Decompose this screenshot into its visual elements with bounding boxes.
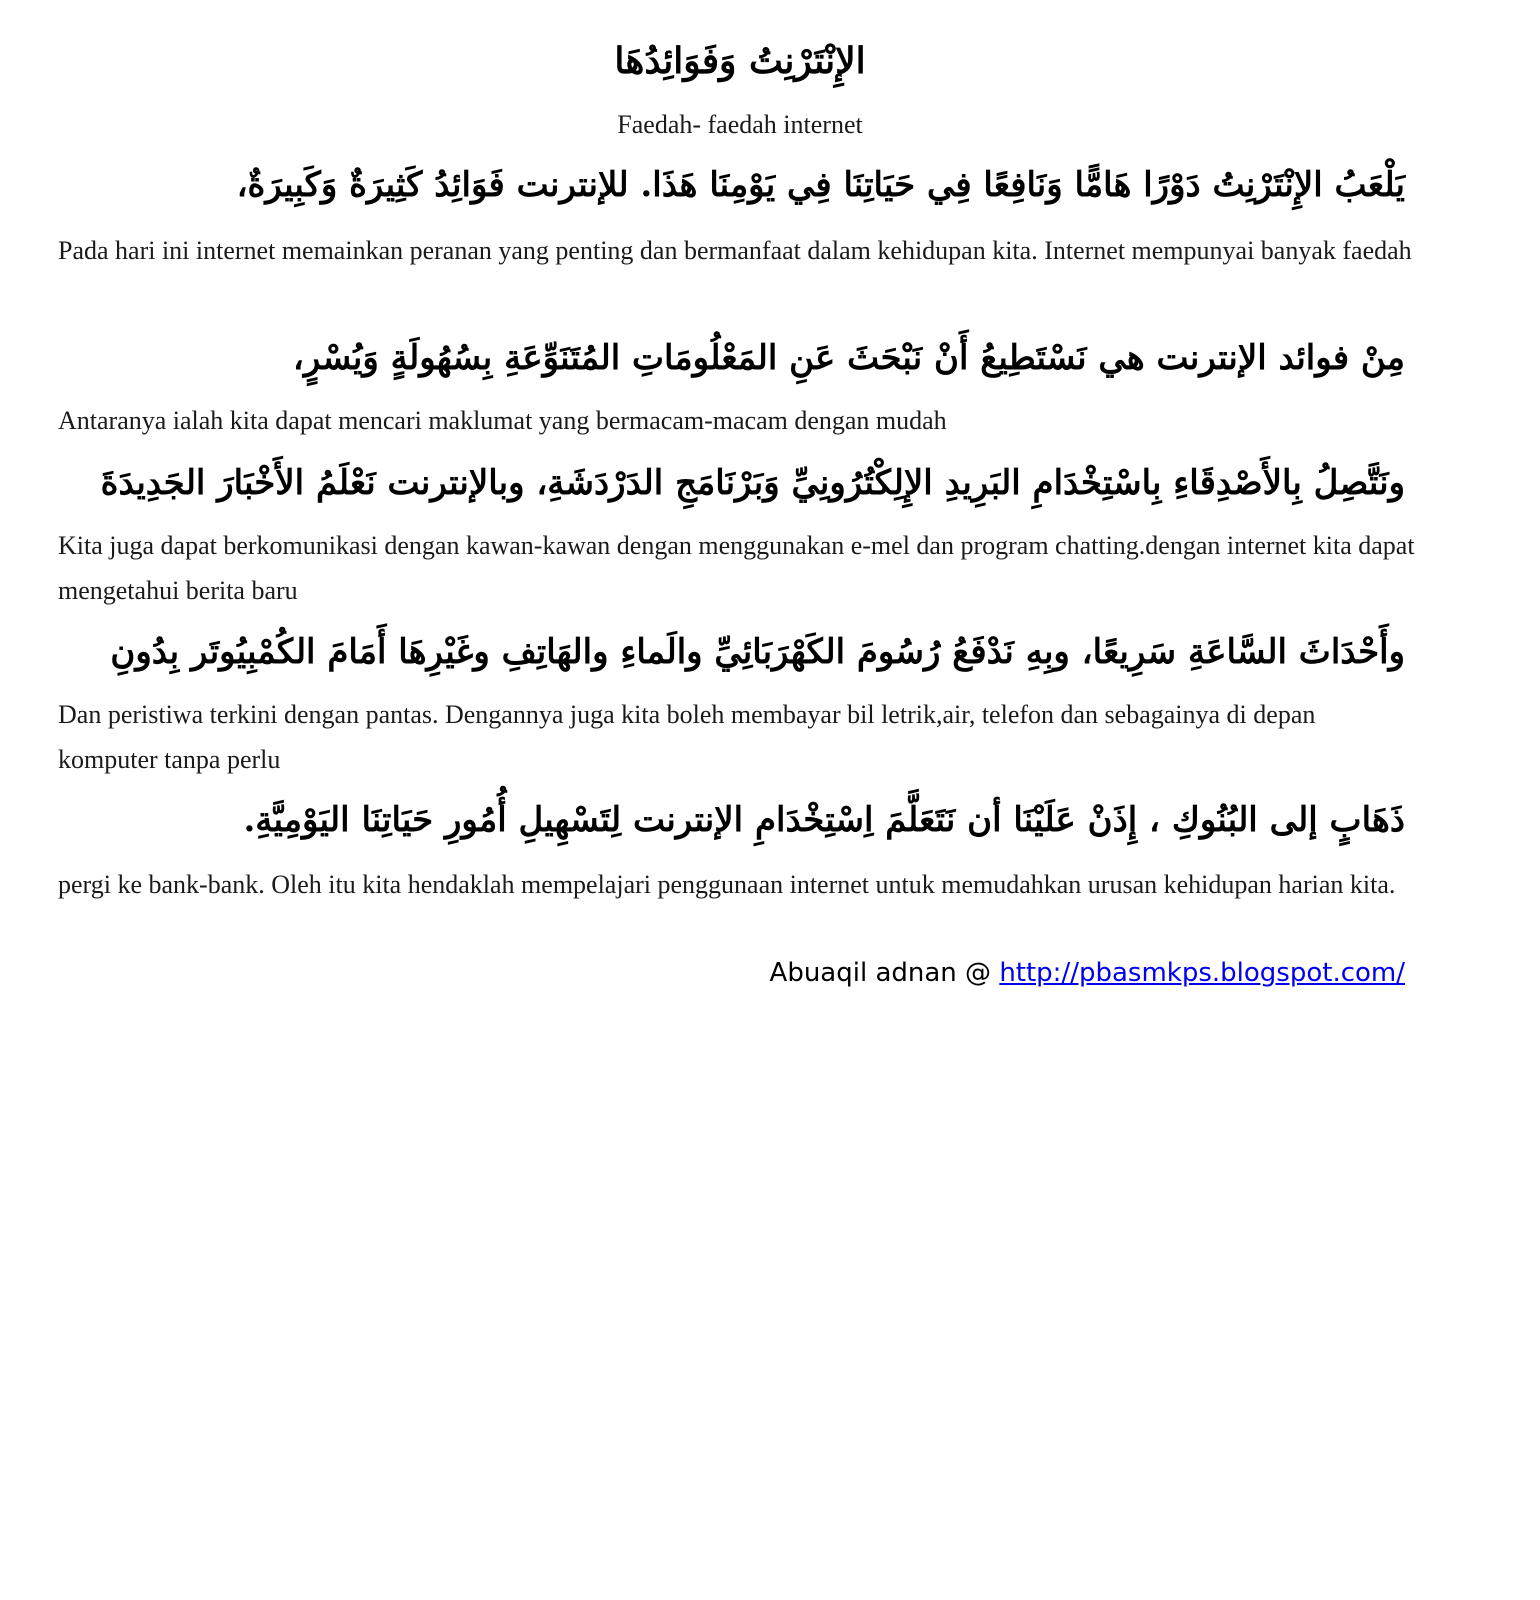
malay-paragraph-3: Kita juga dapat berkomunikasi dengan kawan-kawan dengan menggunakan e-mel dan program chatting.dengan internet kita dapat mengetahui berita baru	[58, 531, 1415, 605]
subtitle: Faedah- faedah internet	[617, 110, 863, 139]
author-name: Abuaqil adnan @	[769, 958, 1000, 988]
arabic-line-5: ذَهَابٍ إلى البُنُوكِ ، إِذَنْ عَلَيْنَا أن نَتَعَلَّمَ اِسْتِخْدَامِ الإنترنت لِتَسْهِيلِ أُمُورِ حَيَاتِنَا اليَوْمِيَّةِ.	[243, 800, 1405, 840]
arabic-line-3: ونَتَّصِلُ بِالأَصْدِقَاءِ بِاسْتِخْدَامِ البَرِيدِ الإِلِكْتُرُونِيِّ وَبَرْنَامَجِ الدَرْدَشَةِ، وبالإنترنت نَعْلَمُ الأَخْبَارَ الجَدِيدَةَ	[100, 463, 1405, 503]
malay-paragraph-2: Antaranya ialah kita dapat mencari maklumat yang bermacam-macam dengan mudah	[58, 406, 947, 435]
malay-paragraph-5: pergi ke bank-bank. Oleh itu kita hendaklah mempelajari penggunaan internet untuk memudahkan urusan kehidupan harian kita.	[58, 870, 1396, 899]
blog-link[interactable]: http://pbasmkps.blogspot.com/	[999, 958, 1405, 988]
footer-credit	[770, 958, 1405, 988]
arabic-line-4: وأَحْدَاثَ السَّاعَةِ سَرِيعًا، وبِهِ نَدْفَعُ رُسُومَ الكَهْرَبَائِيِّ والَماءِ والهَاتِفِ وغَيْرِهَا أَمَامَ الكُمْبِيُوتَر بِدُونِ	[110, 632, 1405, 672]
malay-paragraph-1: Pada hari ini internet memainkan peranan yang penting dan bermanfaat dalam kehidupan kita. Internet mempunyai banyak faedah	[58, 236, 1412, 265]
arabic-line-1: يَلْعَبُ الإِنْتَرْنِتُ دَوْرًا هَامًّا وَنَافِعًا فِي حَيَاتِنَا فِي يَوْمِنَا هَذَا. للإنترنت فَوَائِدُ كَثِيرَةٌ وَكَبِيرَةٌ،	[236, 165, 1405, 205]
arabic-line-2: مِنْ فوائد الإنترنت هي نَسْتَطِيعُ أَنْ نَبْحَثَ عَنِ المَعْلُومَاتِ المُتَنَوِّعَةِ بِسُهُولَةٍ وَيُسْرٍ،	[292, 338, 1405, 378]
title-arabic: الإِنْتَرْنِتُ وَفَوَائِدُهَا	[614, 40, 866, 82]
malay-paragraph-4: Dan peristiwa terkini dengan pantas. Dengannya juga kita boleh membayar bil letrik,air, telefon dan sebagainya di depan komputer tanpa perlu	[58, 700, 1316, 774]
